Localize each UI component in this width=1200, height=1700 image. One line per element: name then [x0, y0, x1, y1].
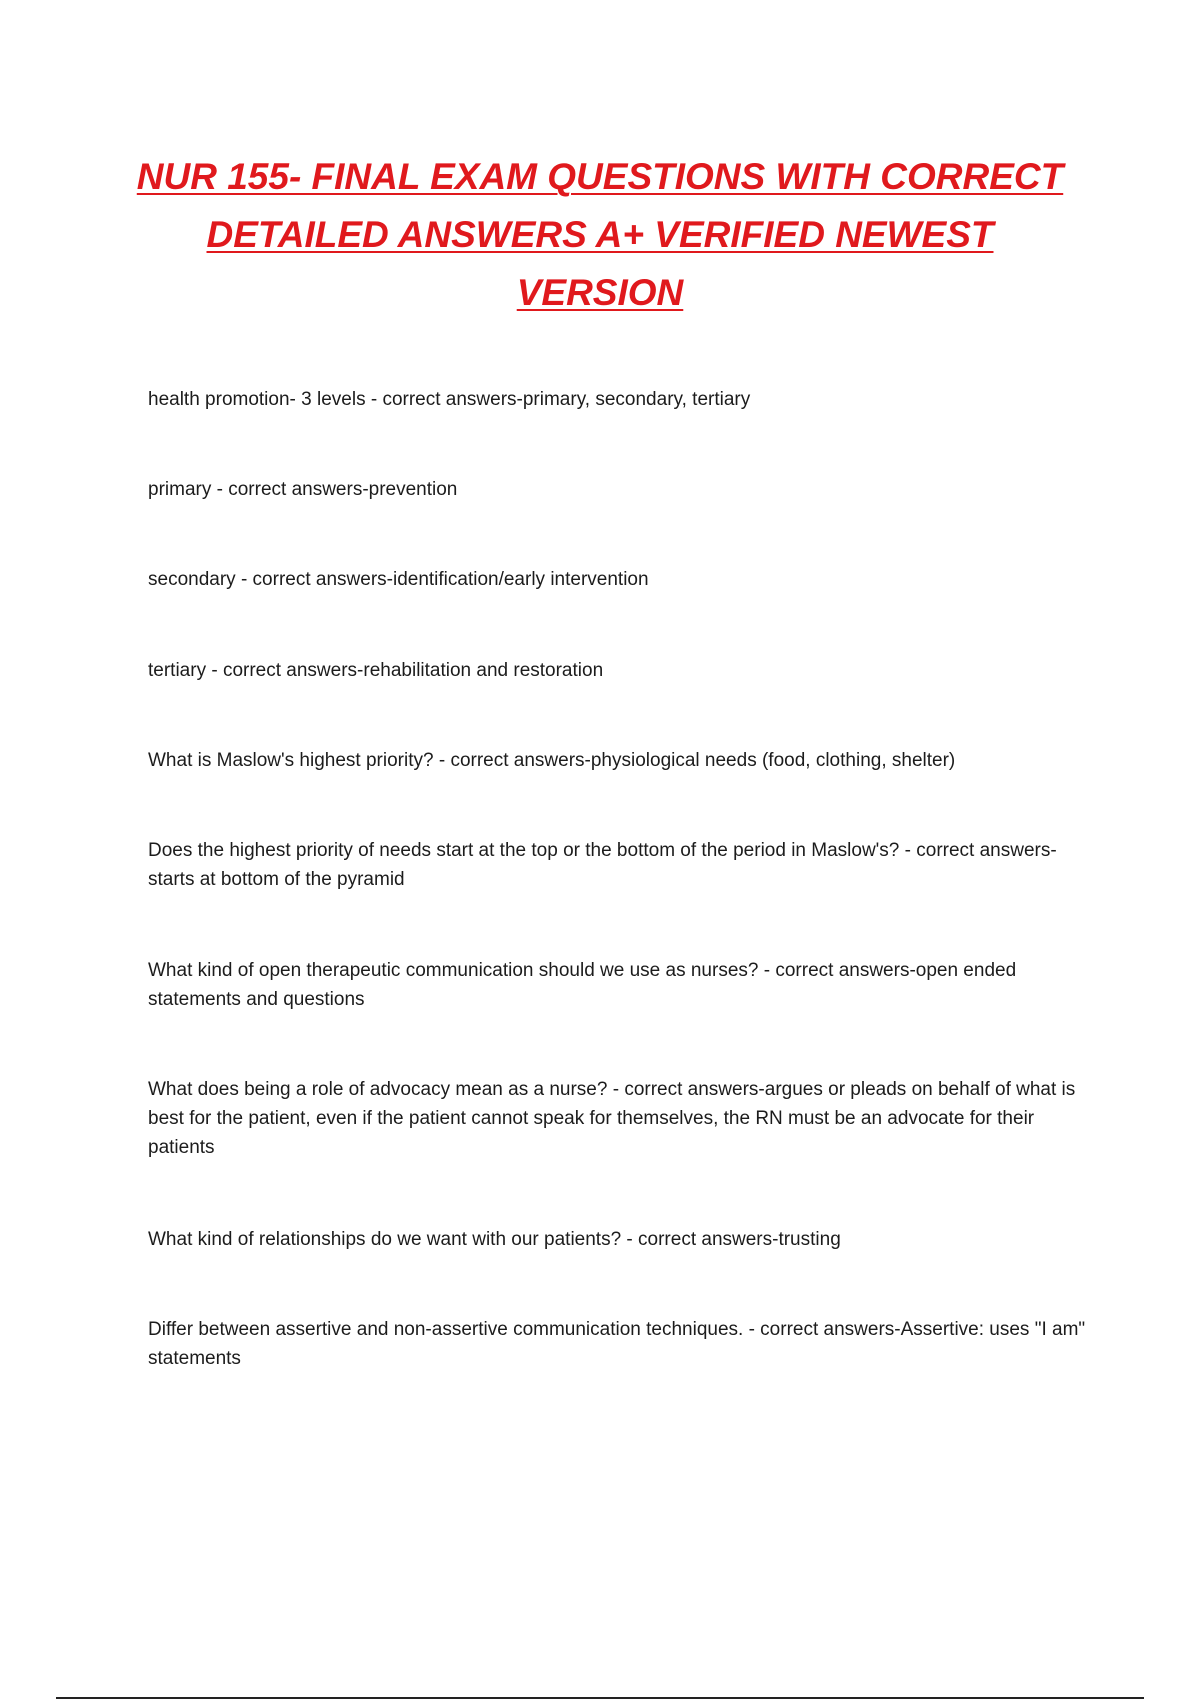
qa-item: What does being a role of advocacy mean as a nurse? - correct answers-argues or pleads on behalf of what is best for the patient, even if the patient cannot speak for themselves, the RN must be an advocate for their patients: [148, 1079, 1076, 1158]
title-line: NUR 155- FINAL EXAM QUESTIONS WITH CORRECT: [136, 156, 1064, 197]
qa-item: What kind of open therapeutic communication should we use as nurses? - correct answers-open ended statements and questions: [148, 960, 1017, 1010]
title-line: DETAILED ANSWERS A+ VERIFIED NEWEST: [206, 214, 994, 255]
qa-item: Does the highest priority of needs start at the top or the bottom of the period in Maslow's? - correct answers-starts at bottom of the pyramid: [148, 840, 1057, 890]
title-line: VERSION: [516, 272, 684, 313]
document-title: [100, 148, 1100, 322]
qa-item: What is Maslow's highest priority? - correct answers-physiological needs (food, clothing, shelter): [148, 750, 956, 771]
qa-item: health promotion- 3 levels - correct answers-primary, secondary, tertiary: [148, 389, 751, 410]
qa-item: Differ between assertive and non-assertive communication techniques. - correct answers-Assertive: uses "I am" statements: [148, 1319, 1086, 1369]
qa-item: secondary - correct answers-identification/early intervention: [148, 569, 649, 590]
page-bottom-rule: [56, 1697, 1144, 1699]
qa-item: What kind of relationships do we want with our patients? - correct answers-trusting: [148, 1229, 841, 1250]
qa-item: primary - correct answers-prevention: [148, 479, 458, 500]
qa-item: tertiary - correct answers-rehabilitation and restoration: [148, 660, 604, 681]
